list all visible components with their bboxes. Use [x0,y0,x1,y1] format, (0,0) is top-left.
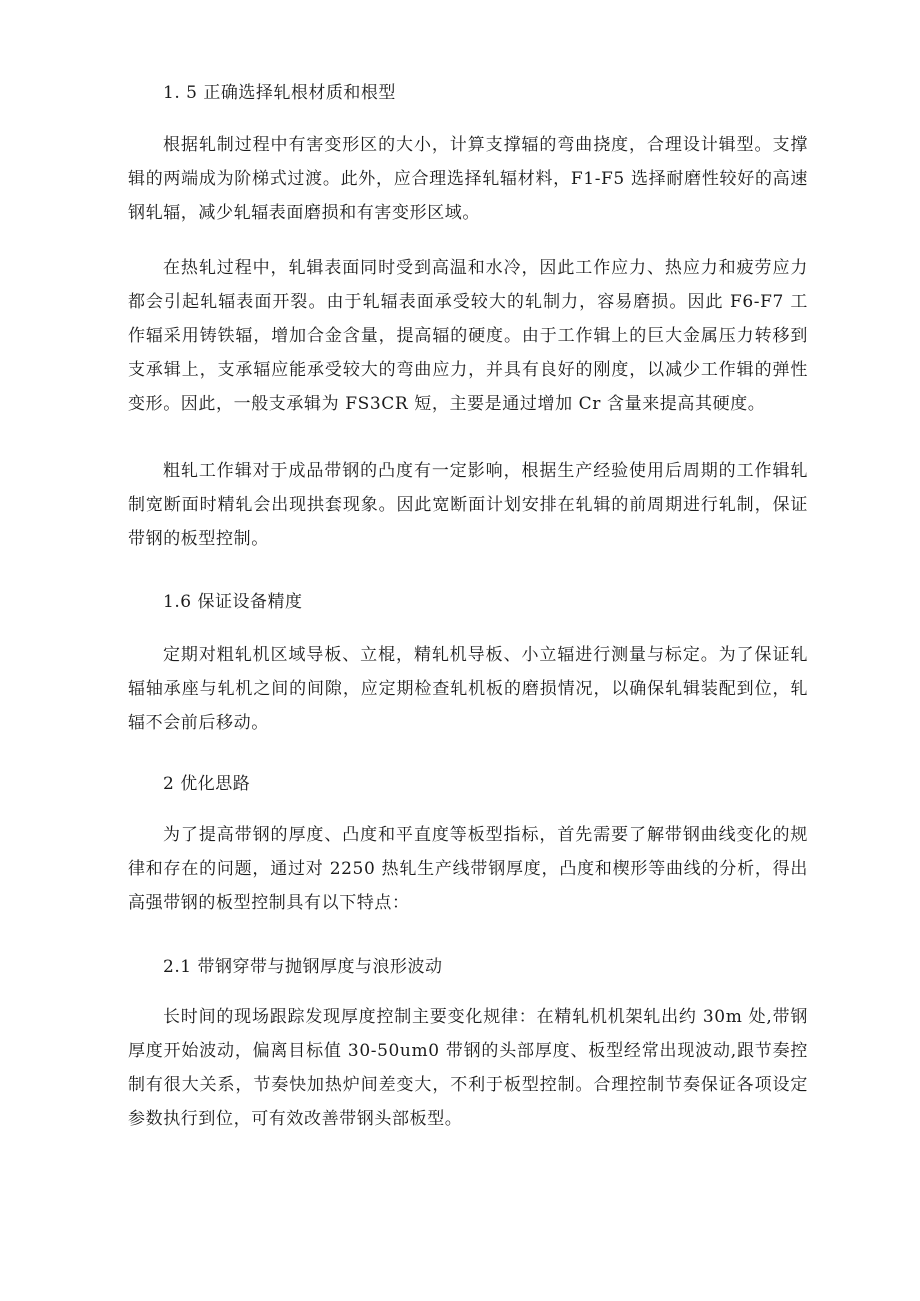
paragraph-roughing-work-roll: 粗轧工作辑对于成品带钢的凸度有一定影响，根据生产经验使用后周期的工作辑轧制宽断面时精轧会出现拱套现象。因此宽断面计划安排在轧辑的前周期进行轧制，保证带钢的板型控制。 [128,461,808,549]
paragraph-optimization-goals: 为了提高带钢的厚度、凸度和平直度等板型指标，首先需要了解带钢曲线变化的规律和存在的问题，通过对 2250 热轧生产线带钢厚度，凸度和楔形等曲线的分析，得出高强带钢的板型控制具有以下特点： [128,825,808,913]
section-heading-1-6: 1.6 保证设备精度 [163,592,303,612]
section-heading-1-5: 1. 5 正确选择轧根材质和根型 [163,83,396,103]
paragraph-hot-rolling-stress: 在热轧过程中，轧辑表面同时受到高温和水冷，因此工作应力、热应力和疲劳应力都会引起轧辐表面开裂。由于轧辐表面承受较大的轧制力，容易磨损。因此 F6-F7 工作辐采用铸铁辐，增加合金含量，提高辐的硬度。由于工作辑上的巨大金属压力转移到支承辑上，支承辐应能承受较大的弯曲应力，并具有良好的刚度，以减少工作辑的弹性变形。因此，一般支承辑为 FS3CR 短，主要是通过增加 Cr 含量来提高其硬度。 [128,258,808,414]
section-heading-2-1: 2.1 带钢穿带与抛钢厚度与浪形波动 [163,957,443,977]
paragraph-thickness-fluctuation: 长时间的现场跟踪发现厚度控制主要变化规律：在精轧机机架轧出约 30m 处,带钢厚度开始波动，偏离目标值 30-50um0 带钢的头部厚度、板型经常出现波动,跟节奏控制有很大关系，节奏快加热炉间差变大，不利于板型控制。合理控制节奏保证各项设定参数执行到位，可有效改善带钢头部板型。 [128,1007,808,1129]
section-heading-2: 2 优化思路 [163,774,251,794]
paragraph-support-roll-design: 根据轧制过程中有害变形区的大小，计算支撑辐的弯曲挠度，合理设计辑型。支撑辑的两端成为阶梯式过渡。此外，应合理选择轧辐材料，F1-F5 选择耐磨性较好的高速钢轧辐，减少轧辐表面磨损和有害变形区域。 [128,135,808,223]
paragraph-equipment-calibration: 定期对粗轧机区域导板、立棍，精轧机导板、小立辐进行测量与标定。为了保证轧辐轴承座与轧机之间的间隙，应定期检查轧机板的磨损情况，以确保轧辑装配到位，轧辐不会前后移动。 [128,645,808,733]
